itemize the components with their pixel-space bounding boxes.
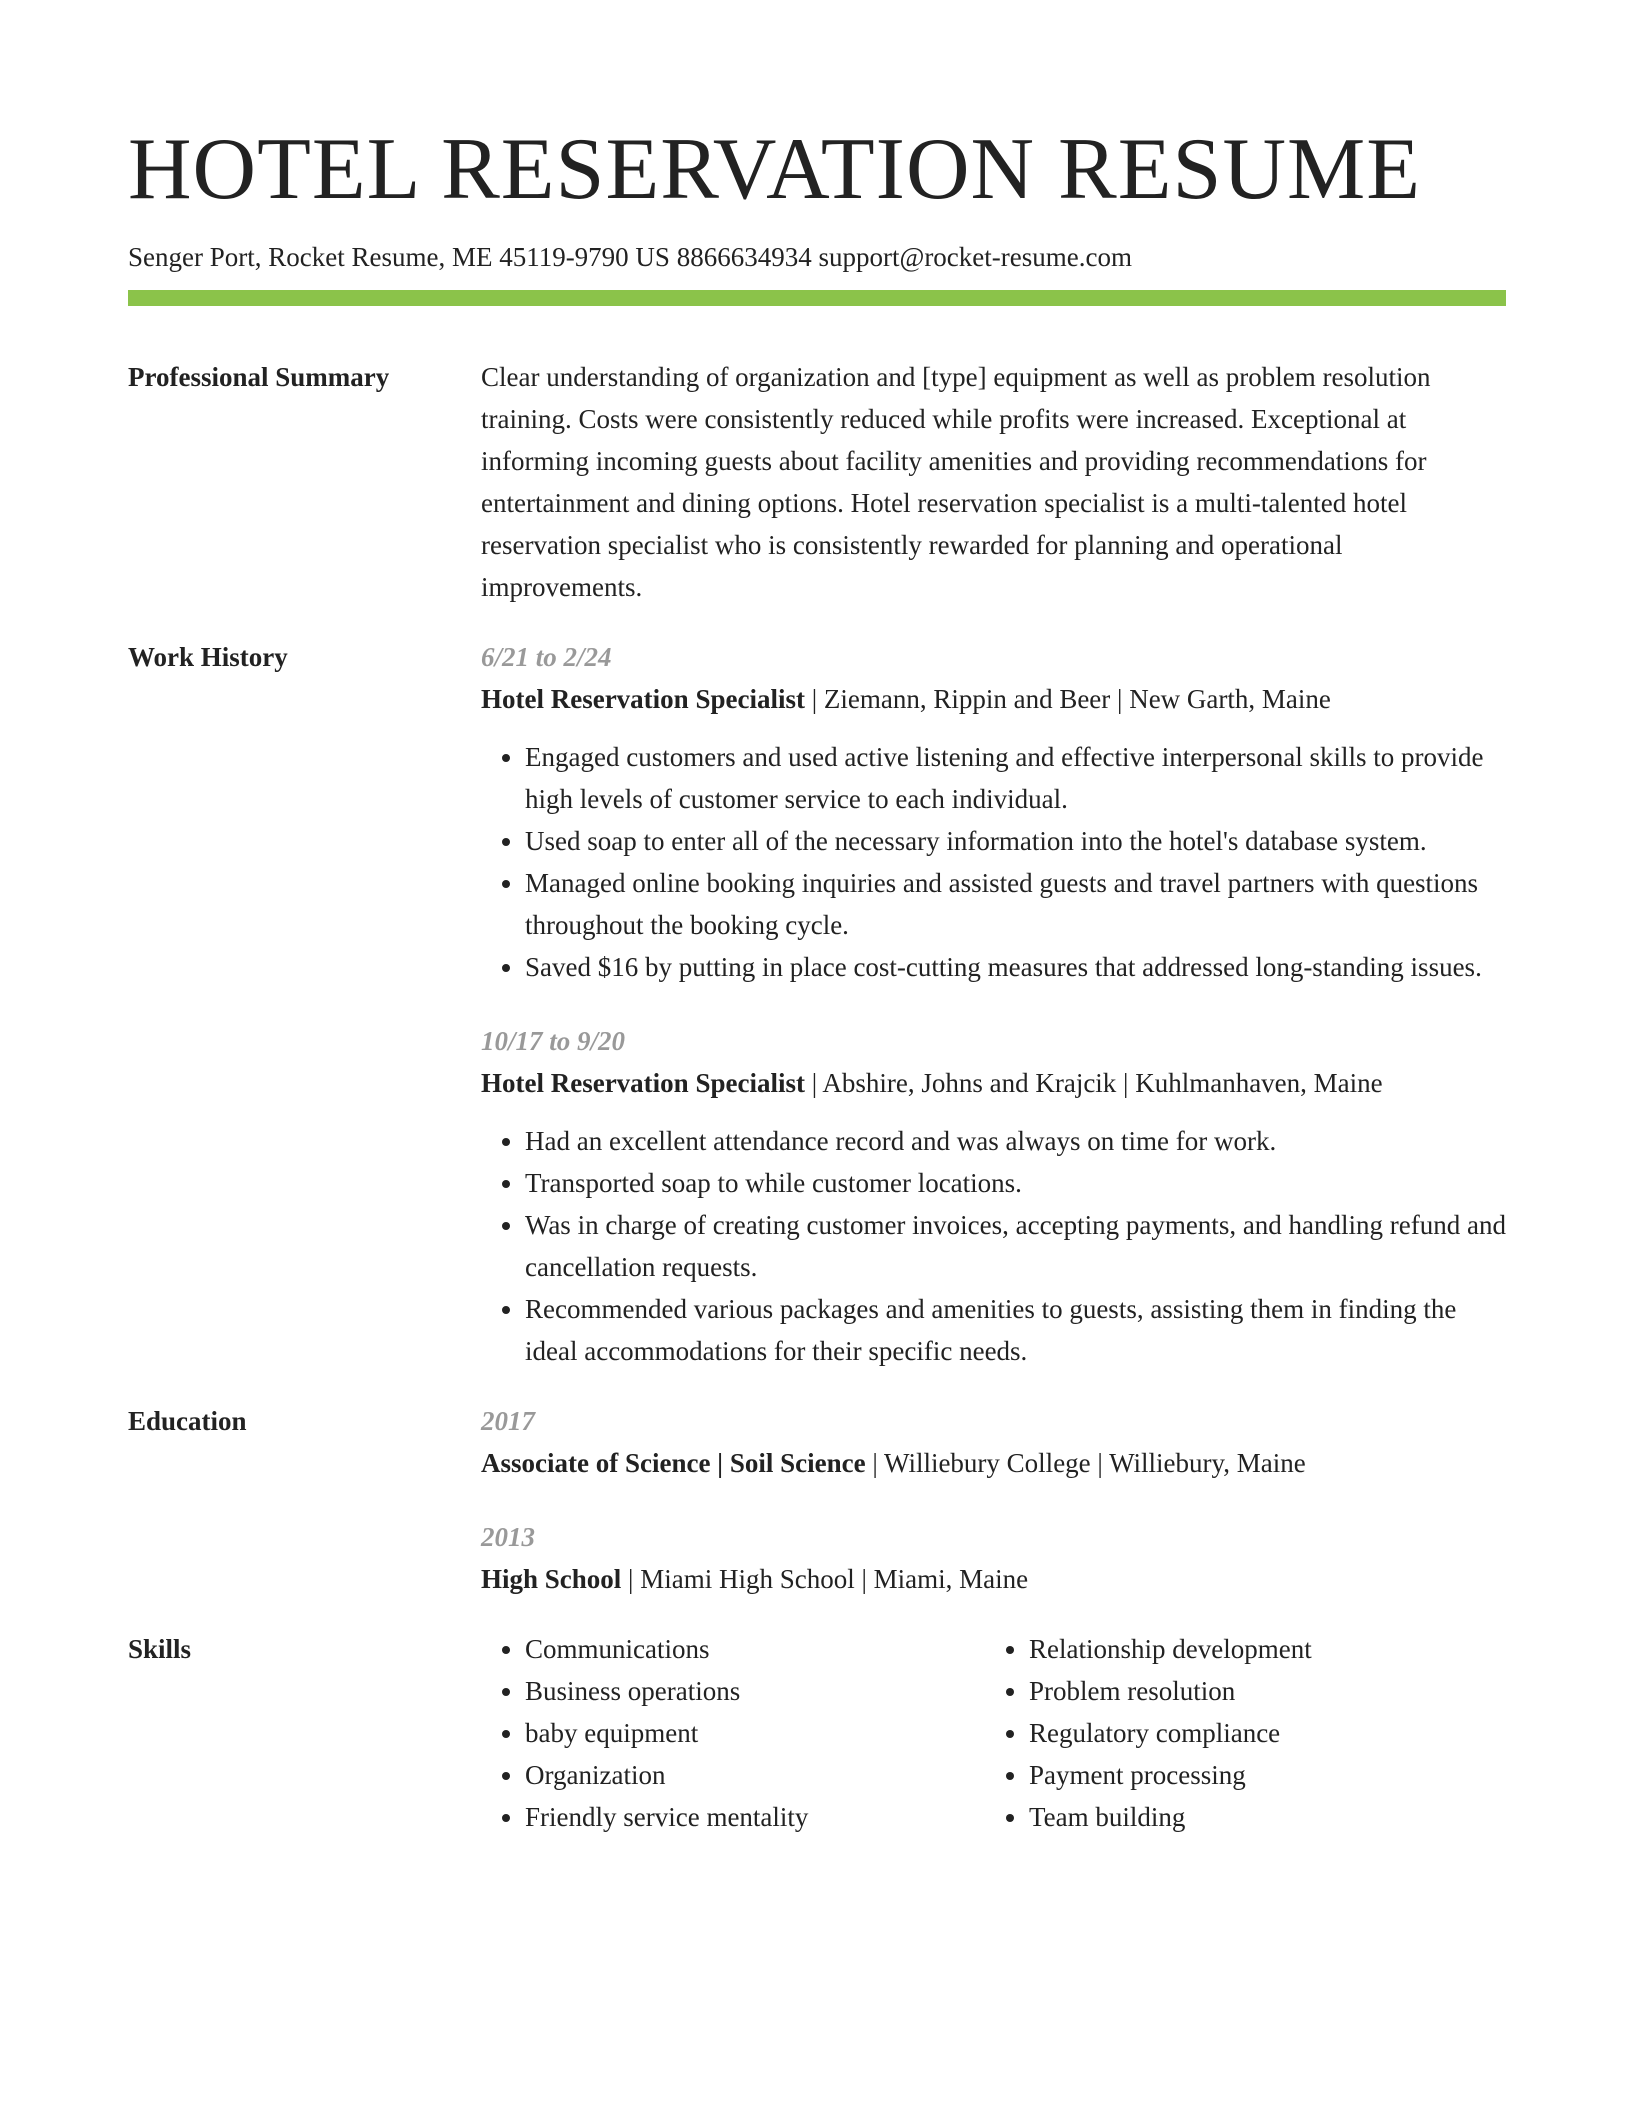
skill-item: • Communications [525,1628,985,1670]
education-year: 2017 [481,1406,535,1436]
education-heading-line [481,1558,1506,1600]
job-bullet: • Transported soap to while customer locations. [525,1162,1506,1204]
summary-text: Clear understanding of organization and [type] equipment as well as problem resolution training. Costs were consistently reduced while profits were increased. Exceptional at informing incoming guests about facility amenities and providing recommendations for entertainment and dining options. Hotel reservation specialist is a multi-talented hotel reservation specialist who is consistently rewarded for planning and operational improvements. [481,362,1431,602]
resume-title: HOTEL RESERVATION RESUME [128,121,1421,218]
work-history-body [481,636,1506,1372]
summary-section [128,356,1506,608]
job-dates: 6/21 to 2/24 [481,642,612,672]
contact-line [128,238,1506,276]
job-employer: | Ziemann, Rippin and Beer | New Garth, Maine [804,684,1331,714]
job-entry [481,636,1506,988]
skill-item: • Organization [525,1754,985,1796]
job-heading [481,678,1506,720]
job-bullets [481,1120,1506,1372]
skills-list-right [985,1628,1489,1838]
education-heading-line [481,1442,1506,1484]
education-section [128,1400,1506,1600]
job-heading [481,1062,1506,1104]
education-degree: Associate of Science | Soil Science [481,1448,866,1478]
skills-list-left [481,1628,985,1838]
skills-heading: Skills [128,1634,192,1664]
skill-item: • Friendly service mentality [525,1796,985,1838]
summary-heading: Professional Summary [128,362,390,392]
contact-phone: 8866634934 [676,242,812,272]
education-degree: High School [481,1564,622,1594]
job-bullets [481,736,1506,988]
contact-address: Senger Port, Rocket Resume, ME 45119-9790 US [128,242,670,272]
education-entry [481,1400,1506,1484]
job-bullet: • Had an excellent attendance record and was always on time for work. [525,1120,1506,1162]
skill-item: • Team building [1029,1796,1489,1838]
skill-item: • baby equipment [525,1712,985,1754]
skill-item: • Payment processing [1029,1754,1489,1796]
job-bullet: • Engaged customers and used active listening and effective interpersonal skills to provide high levels of customer service to each individual. [525,736,1506,820]
education-heading: Education [128,1406,247,1436]
job-position: Hotel Reservation Specialist [481,684,805,714]
skill-item: • Relationship development [1029,1628,1489,1670]
education-body [481,1400,1506,1600]
skills-section [128,1628,1506,1838]
education-entry [481,1516,1506,1600]
education-year: 2013 [481,1522,535,1552]
job-bullet: • Recommended various packages and amenities to guests, assisting them in finding the ideal accommodations for their specific needs. [525,1288,1506,1372]
contact-email[interactable]: support@rocket-resume.com [818,242,1132,272]
skill-item: • Regulatory compliance [1029,1712,1489,1754]
job-dates: 10/17 to 9/20 [481,1026,626,1056]
job-bullet: • Saved $16 by putting in place cost-cutting measures that addressed long-standing issues. [525,946,1506,988]
resume-page [128,114,1506,1838]
skills-columns [481,1628,1506,1838]
job-position: Hotel Reservation Specialist [481,1068,805,1098]
job-employer: | Abshire, Johns and Krajcik | Kuhlmanhaven, Maine [804,1068,1383,1098]
work-history-section [128,636,1506,1372]
accent-divider [128,290,1506,306]
skill-item: • Problem resolution [1029,1670,1489,1712]
job-bullet: • Managed online booking inquiries and assisted guests and travel partners with questions throughout the booking cycle. [525,862,1506,946]
work-history-heading: Work History [128,642,288,672]
skills-body [481,1628,1506,1838]
education-school: | Williebury College | Williebury, Maine [865,1448,1306,1478]
education-school: | Miami High School | Miami, Maine [621,1564,1029,1594]
job-entry [481,1020,1506,1372]
job-bullet: • Was in charge of creating customer invoices, accepting payments, and handling refund and cancellation requests. [525,1204,1506,1288]
job-bullet: • Used soap to enter all of the necessary information into the hotel's database system. [525,820,1506,862]
skill-item: • Business operations [525,1670,985,1712]
